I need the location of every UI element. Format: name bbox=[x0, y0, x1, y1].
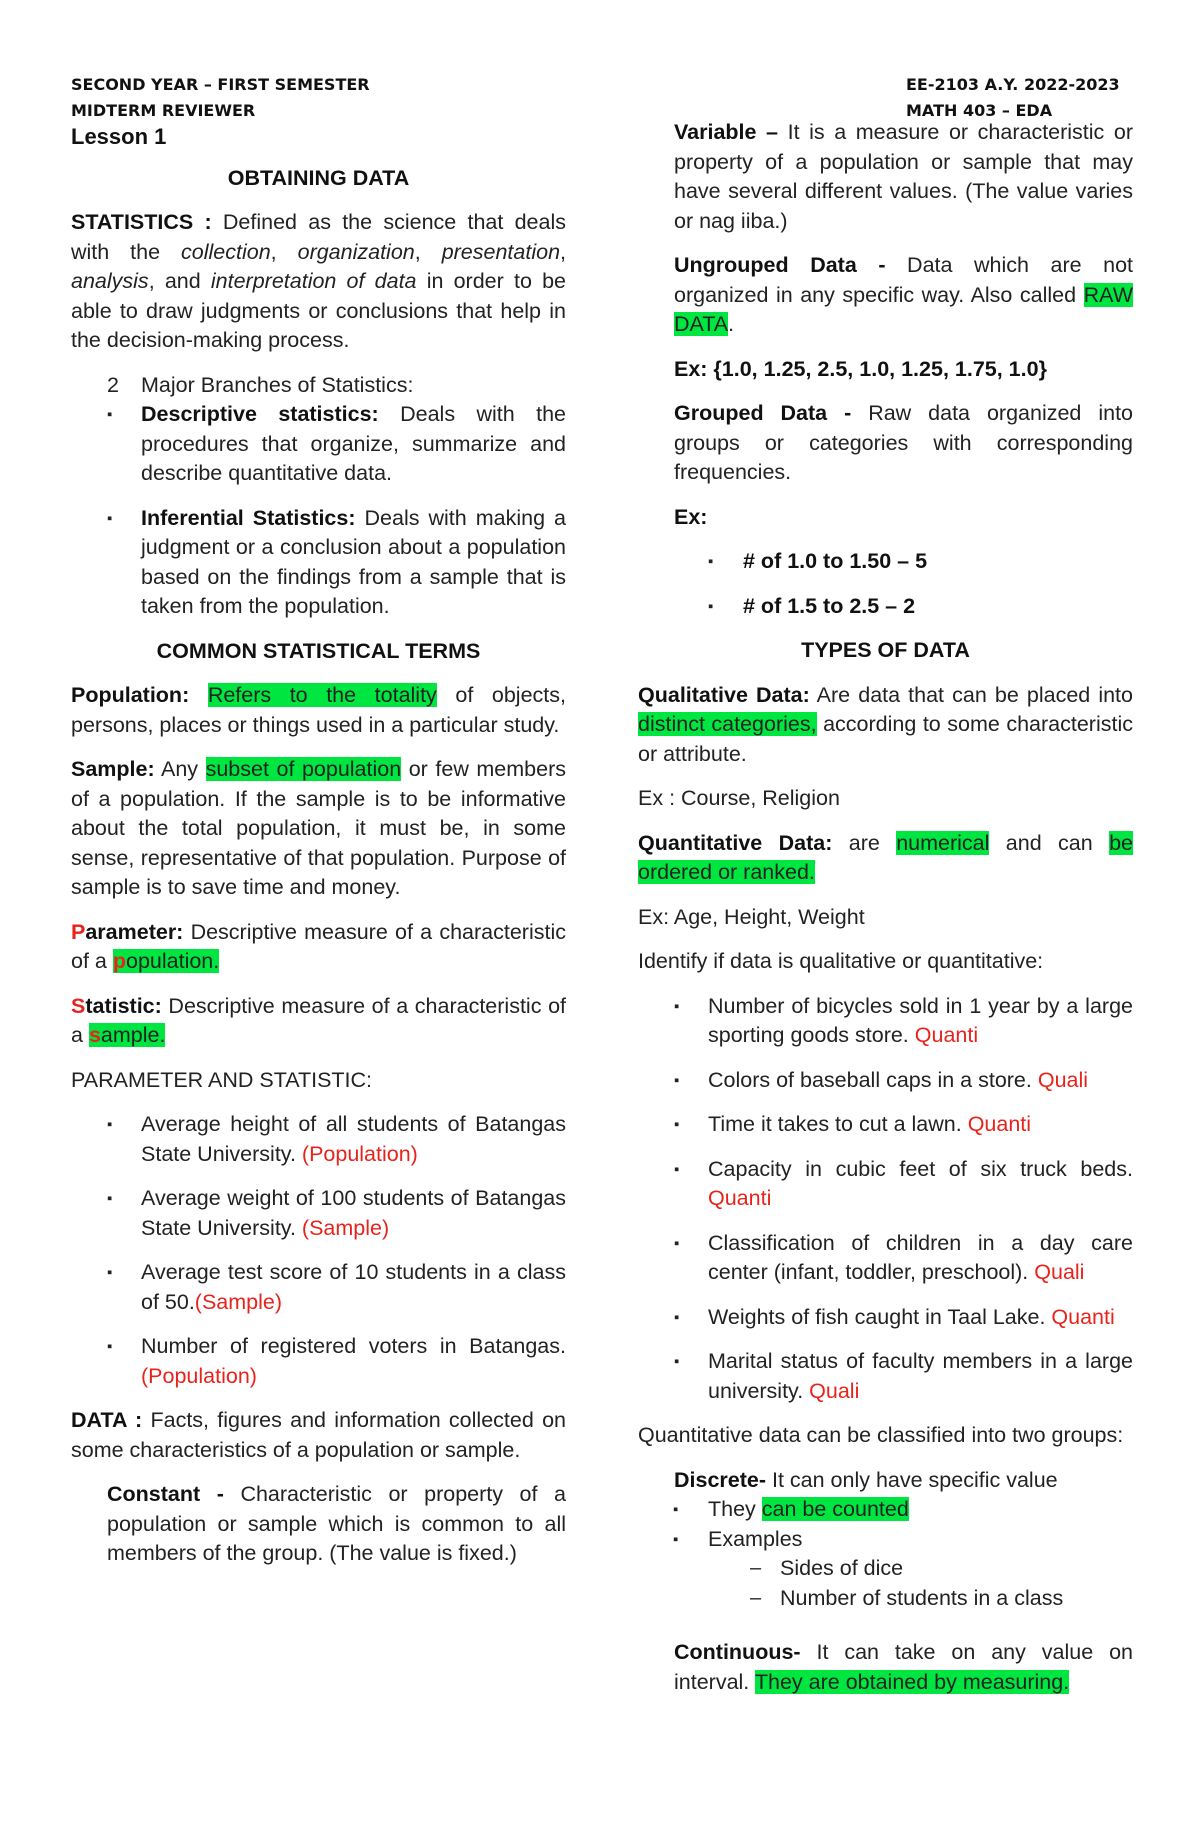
list-item: ▪ # of 1.5 to 2.5 – 2 bbox=[638, 592, 1133, 622]
ungrouped-definition: Ungrouped Data - Data which are not organized in any specific way. Also called RAW DATA. bbox=[674, 253, 1133, 336]
right-column bbox=[638, 118, 1133, 1712]
list-item: ▪ Classification of children in a day care center (infant, toddler, preschool). Quali bbox=[638, 1229, 1133, 1288]
variable-definition: Variable – It is a measure or characteristic or property of a population or sample that may have several different values. (The value varies or nag iiba.) bbox=[674, 120, 1134, 233]
list-item: ▪ # of 1.0 to 1.50 – 5 bbox=[638, 547, 1133, 577]
parameter-definition: Parameter: Descriptive measure of a characteristic of a population. bbox=[71, 919, 566, 973]
header-left bbox=[71, 72, 370, 124]
list-item: ▪ Inferential Statistics: Deals with making a judgment or a conclusion about a population based on the findings from a sample that is taken from the population. bbox=[71, 504, 566, 622]
list-item: ▪ They can be counted bbox=[638, 1495, 1133, 1525]
list-item: ▪ Time it takes to cut a lawn. Quanti bbox=[638, 1110, 1133, 1140]
section-title-obtaining-data: OBTAINING DATA bbox=[227, 165, 410, 190]
constant-definition: Constant - Characteristic or property of a population or sample which is common to all members of the group. (The value is fixed.) bbox=[107, 1482, 567, 1565]
grouped-example-label: Ex: bbox=[674, 504, 708, 529]
statistics-term: STATISTICS : bbox=[71, 210, 212, 234]
continuous-definition: Continuous- It can take on any value on interval. They are obtained by measuring. bbox=[674, 1640, 1133, 1694]
list-item: ▪ Examples bbox=[638, 1525, 1133, 1555]
list-item: – Sides of dice bbox=[638, 1554, 1133, 1584]
classified-text: Quantitative data can be classified into two groups: bbox=[638, 1423, 1124, 1447]
parameter-statistic-title: PARAMETER AND STATISTIC: bbox=[71, 1067, 373, 1092]
statistics-definition: STATISTICS : Defined as the science that deals with the collection, organization, presentation, analysis, and interpretation of data in order to be able to draw judgments or conclusions that help in the decision-making process. bbox=[71, 210, 567, 352]
quantitative-example: Ex: Age, Height, Weight bbox=[638, 904, 865, 929]
identify-instruction: Identify if data is qualitative or quantitative: bbox=[638, 949, 1044, 973]
discrete-examples-list bbox=[638, 1554, 1133, 1613]
course-code: EE-2103 A.Y. 2022-2023 bbox=[906, 75, 1120, 94]
identify-list bbox=[638, 992, 1133, 1407]
population-definition: Population: Refers to the totality of objects, persons, places or things used in a particular study. bbox=[71, 683, 566, 737]
discrete-list bbox=[638, 1495, 1133, 1554]
list-item: – Number of students in a class bbox=[638, 1584, 1133, 1614]
list-item: ▪ Colors of baseball caps in a store. Quali bbox=[638, 1066, 1133, 1096]
quantitative-definition: Quantitative Data: are numerical and can be ordered or ranked. bbox=[638, 830, 1133, 884]
list-item: ▪ Capacity in cubic feet of six truck beds. Quanti bbox=[638, 1155, 1133, 1214]
parameter-statistic-list bbox=[71, 1110, 566, 1391]
qualitative-example: Ex : Course, Religion bbox=[638, 786, 840, 810]
branches-list bbox=[71, 400, 566, 622]
lesson-title: Lesson 1 bbox=[71, 124, 167, 149]
list-item: ▪ Average test score of 10 students in a class of 50.(Sample) bbox=[71, 1258, 566, 1317]
section-title-types-of-data: TYPES OF DATA bbox=[801, 638, 970, 662]
list-item: ▪ Average weight of 100 students of Batangas State University. (Sample) bbox=[71, 1184, 566, 1243]
grouped-example-list bbox=[638, 547, 1133, 621]
reviewer-label: MIDTERM REVIEWER bbox=[71, 101, 256, 120]
section-title-common-terms: COMMON STATISTICAL TERMS bbox=[156, 638, 481, 663]
sample-definition: Sample: Any subset of population or few members of a population. If the sample is to be informative about the total population, it must be, in some sense, representative of that population. Purpose of sample is to save time and money. bbox=[71, 757, 566, 899]
semester-label: SECOND YEAR – FIRST SEMESTER bbox=[71, 75, 370, 94]
list-item: ▪ Average height of all students of Batangas State University. (Population) bbox=[71, 1110, 566, 1169]
header-right bbox=[906, 72, 1120, 124]
ungrouped-example: Ex: {1.0, 1.25, 2.5, 1.0, 1.25, 1.75, 1.0} bbox=[674, 356, 1047, 381]
list-item: ▪ Descriptive statistics: Deals with the procedures that organize, summarize and describe quantitative data. bbox=[71, 400, 566, 489]
data-definition: DATA : Facts, figures and information collected on some characteristics of a population or sample. bbox=[71, 1408, 566, 1462]
list-item: ▪ Marital status of faculty members in a large university. Quali bbox=[638, 1347, 1133, 1406]
statistic-definition: Statistic: Descriptive measure of a characteristic of a sample. bbox=[71, 993, 566, 1047]
list-item: ▪ Number of bicycles sold in 1 year by a large sporting goods store. Quanti bbox=[638, 992, 1133, 1051]
qualitative-definition: Qualitative Data: Are data that can be placed into distinct categories, according to some characteristic or attribute. bbox=[638, 682, 1133, 766]
subject-label: MATH 403 – EDA bbox=[906, 101, 1053, 120]
list-item: ▪ Number of registered voters in Batangas.(Population) bbox=[71, 1332, 566, 1391]
grouped-definition: Grouped Data - Raw data organized into groups or categories with corresponding frequencies. bbox=[674, 401, 1133, 484]
left-column bbox=[71, 122, 566, 1584]
list-item: ▪ Weights of fish caught in Taal Lake. Quanti bbox=[638, 1303, 1133, 1333]
discrete-definition: Discrete- It can only have specific value bbox=[674, 1467, 1058, 1492]
branches-heading: 2 Major Branches of Statistics: bbox=[107, 372, 414, 397]
